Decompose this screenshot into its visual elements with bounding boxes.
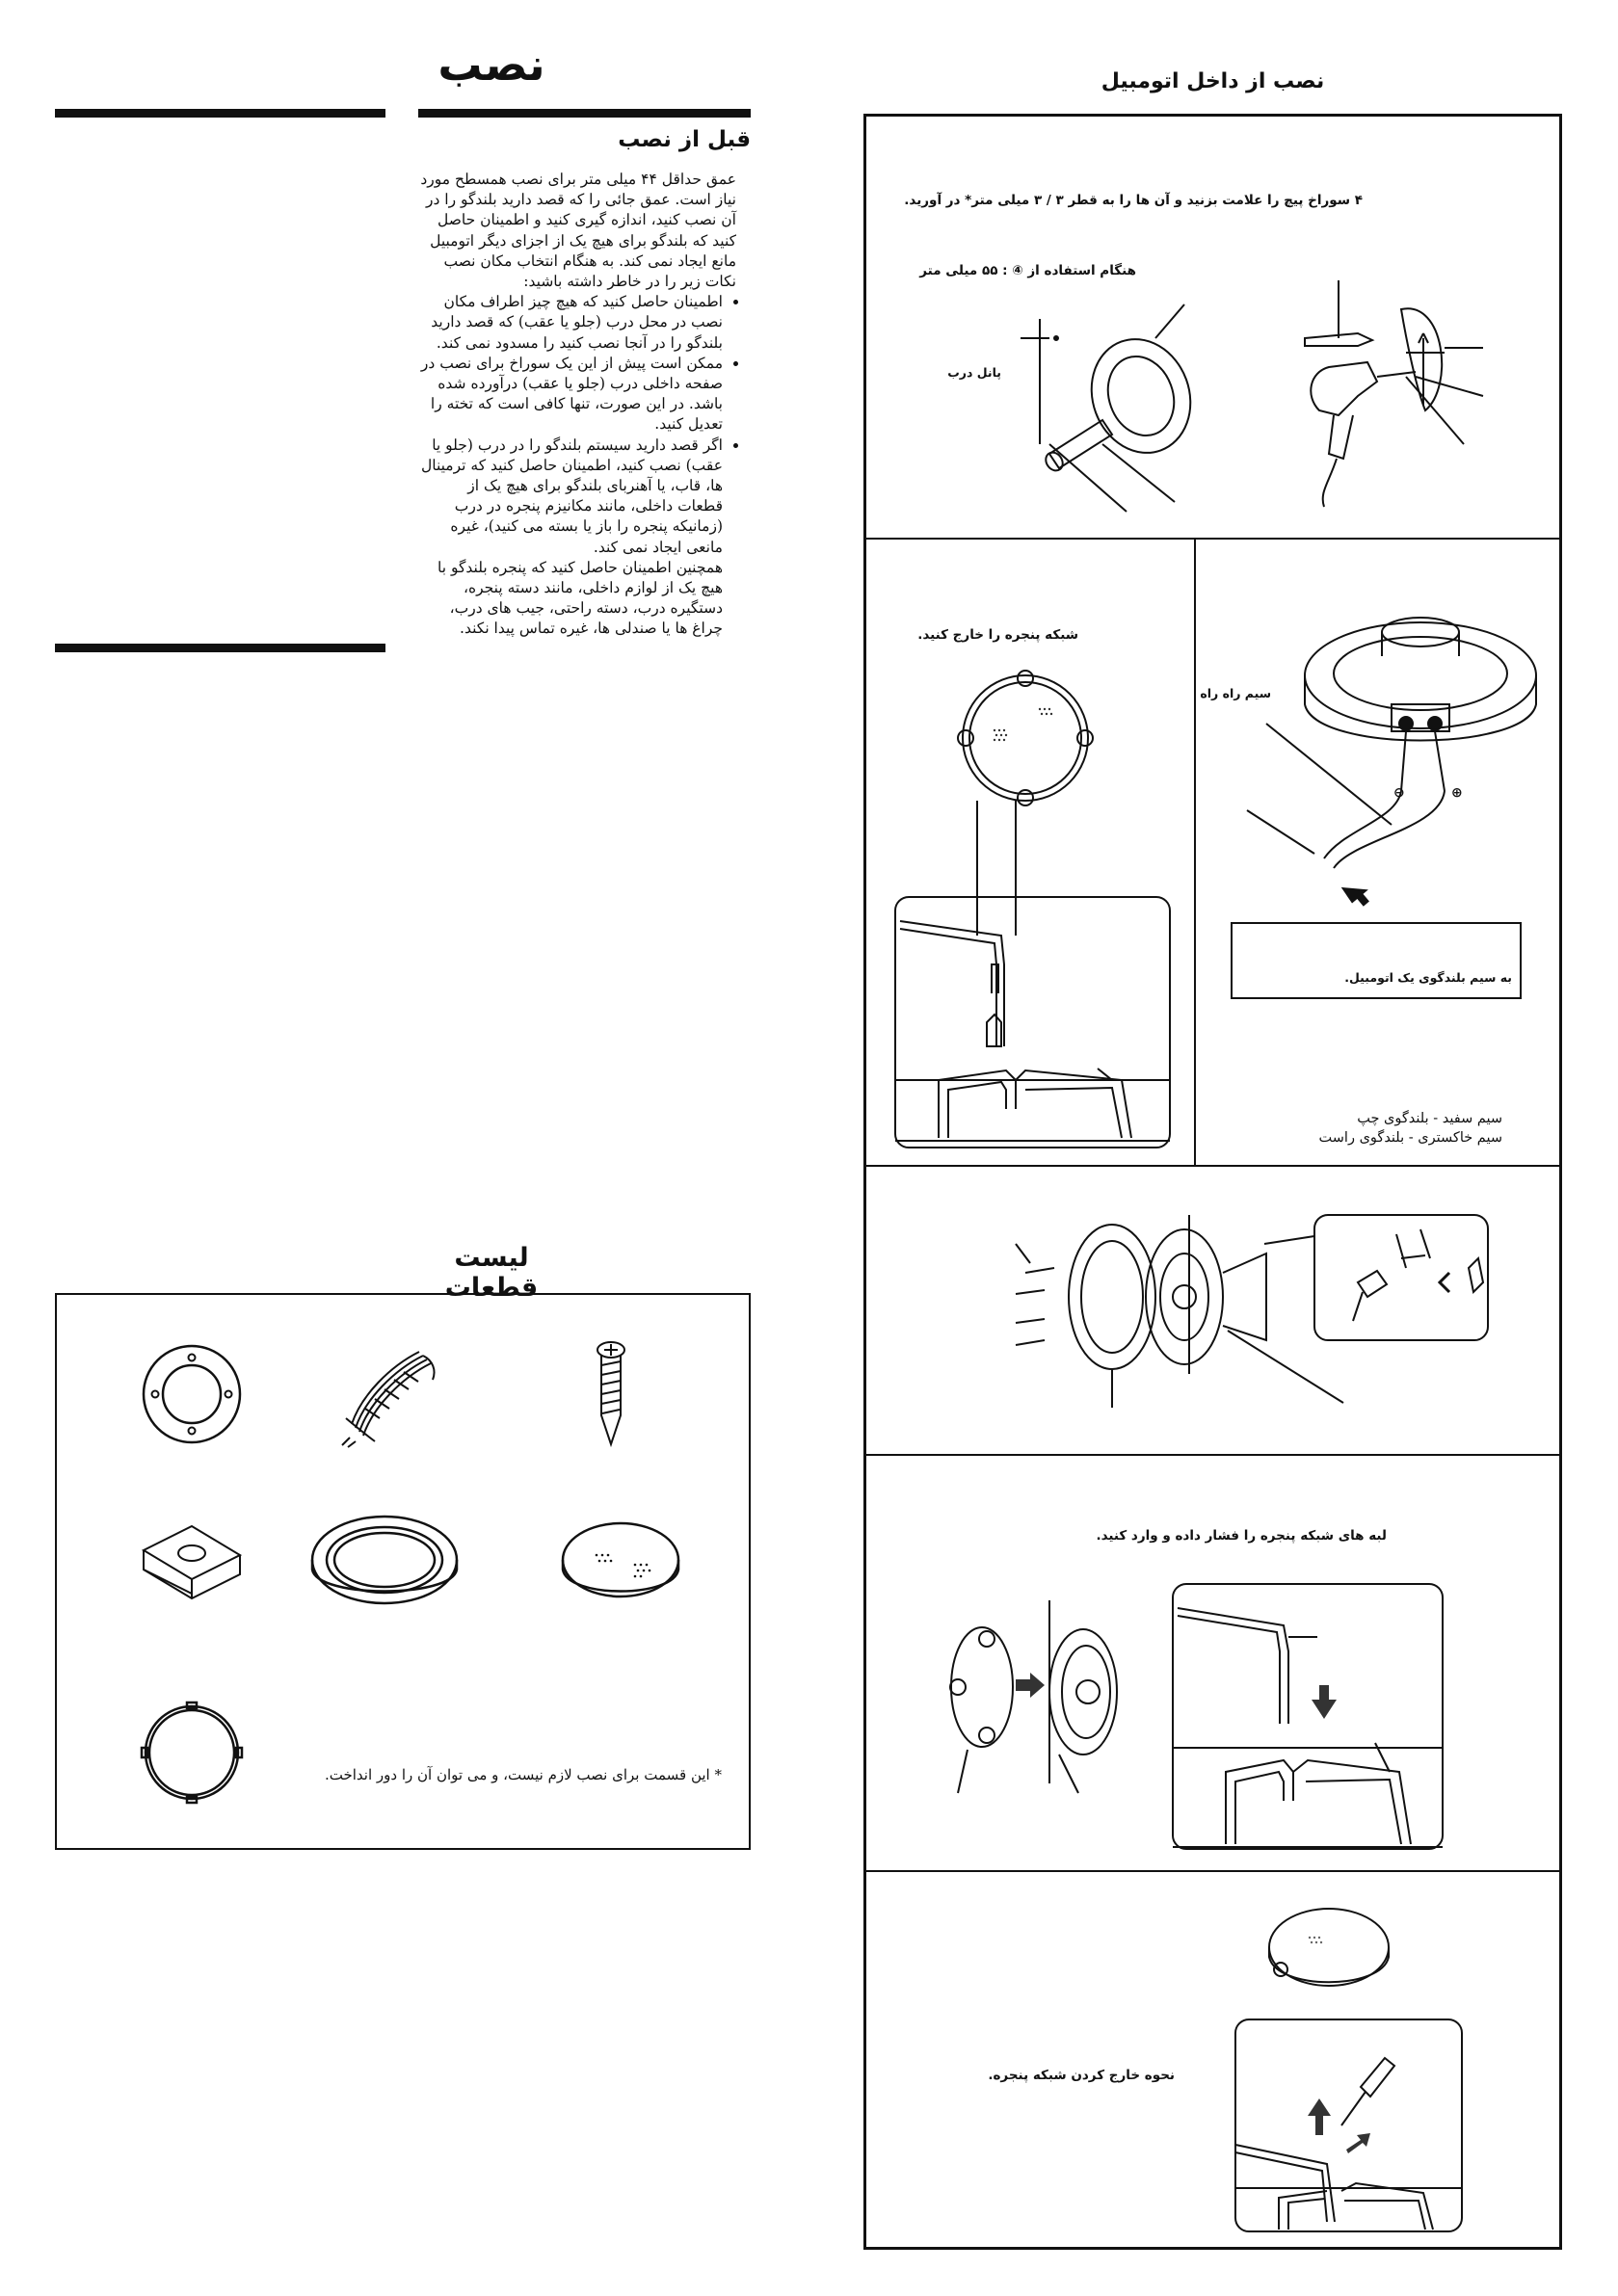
drill-illustration	[1300, 280, 1560, 531]
tip-item: • اگر قصد دارید سیستم بلندگو را در درب (جلو یا عقب) نصب کنید، اطمینان حاصل کنید که ترمینال ها، قاب، یا آهنربای بلندگو برای هیچ یک از قطعات داخلی، مانند مکانیزم پنجره در درب (زمانیکه پنجره را باز یا بسته می کنید)، غیره مانعی ایجاد نمی کند.	[418, 435, 723, 558]
tips-list	[418, 292, 736, 558]
speaker-cord-icon	[336, 1341, 442, 1447]
step-divider	[1194, 538, 1196, 1165]
step-divider	[866, 1454, 1559, 1456]
step-divider	[866, 1165, 1559, 1167]
minus-terminal-icon: ⊖	[1393, 785, 1405, 801]
connect-note-box	[1231, 922, 1522, 999]
marking-holes-illustration	[1011, 280, 1281, 531]
page-title: نصب	[438, 39, 545, 91]
intro-paragraph: عمق حداقل ۴۴ میلی متر برای نصب همسطح مورد نیاز است. عمق جائی را که قصد دارید بلندگو را در آن نصب کنید، اندازه گیری کنید و اطمینان حاصل کنید که بلندگو برای هیچ یک از اجزای دیگر اتومبیل مانع ایجاد نمی کند. به هنگام انتخاب مکان نصب نکات زیر را در خاطر داشته باشید:	[420, 171, 736, 291]
extra-paragraph: همچنین اطمینان حاصل کنید که پنجره بلندگو با هیچ یک از لوازم داخلی، مانند دسته پنجره، دستگیره درب، دسته راحتی، جیب های درب، چراغ ها یا صندلی ها، غیره تماس پیدا نکند.	[438, 558, 723, 638]
section-rule	[55, 644, 385, 652]
grille-top-view	[1261, 1904, 1396, 2000]
door-panel-label: پانل درب	[947, 365, 1001, 380]
section-rule	[55, 109, 385, 118]
plus-terminal-icon: ⊕	[1451, 785, 1463, 801]
grille-removal-illustration	[958, 671, 1093, 805]
wire-color-white: سیم سفید - بلندگوی چپ	[1357, 1111, 1502, 1126]
wire-color-gray: سیم خاکستری - بلندگوی راست	[1318, 1130, 1502, 1146]
grille-pry-detail	[1231, 2019, 1539, 2236]
step2-caption: شبکه پنجره را خارج کنید.	[917, 627, 1078, 643]
mounting-ring-icon	[139, 1341, 245, 1447]
section-rule	[418, 109, 751, 118]
step-divider	[866, 1870, 1559, 1872]
step6-caption: نحوه خارج کردن شبکه پنجره.	[988, 2068, 1175, 2083]
screw-icon	[587, 1338, 635, 1454]
tip-item: • اطمینان حاصل کنید که هیچ چیز اطراف مکان نصب در محل درب (جلو یا عقب) که قصد دارید بلندگو را در آنجا نصب کنید را مسدود نمی کند.	[418, 292, 723, 354]
step-divider	[866, 538, 1559, 540]
parts-footnote: * این قسمت برای نصب لازم نیست، و می توان آن را دور انداخت.	[324, 1766, 722, 1783]
parts-list-heading: لیست قطعات	[444, 1243, 539, 1303]
before-install-heading: قبل از نصب	[618, 127, 751, 152]
grille-attach-illustration	[934, 1591, 1204, 1812]
clip-icon	[134, 1517, 250, 1613]
connect-note: به سیم بلندگوی یک اتومبیل.	[1344, 970, 1512, 985]
spacer-ring-icon	[307, 1512, 462, 1618]
speaker-mounting-illustration	[996, 1215, 1546, 1446]
speaker-wiring-illustration	[1247, 618, 1546, 926]
parts-list-box	[55, 1293, 751, 1850]
install-steps-frame	[863, 114, 1562, 2250]
ribbed-wire-label: سیم راه راه	[1200, 686, 1271, 700]
grille-press-detail	[1168, 1579, 1447, 1854]
grille-frame-icon	[139, 1700, 245, 1806]
before-install-text	[418, 170, 736, 640]
step5-caption: لبه های شبکه پنجره را فشار داده و وارد کنید.	[1096, 1528, 1387, 1544]
step1-caption: ۴ سوراخ پیچ را علامت بزنید و آن ها را به قطر ۳ / ۳ میلی متر* در آورید.	[904, 193, 1363, 208]
tip-item: • ممکن است پیش از این یک سوراخ برای نصب در صفحه داخلی درب (جلو یا عقب) درآورده شده باشد. در این صورت، تنها کافی است که تخته را تعدیل کنید.	[418, 354, 723, 435]
grille-detail-illustration	[890, 791, 1180, 1152]
install-heading: نصب از داخل اتومبیل	[1101, 69, 1325, 93]
step1-subcaption: هنگام استفاده از ④ : ۵۵ میلی متر	[919, 263, 1136, 278]
grille-icon	[558, 1517, 683, 1613]
